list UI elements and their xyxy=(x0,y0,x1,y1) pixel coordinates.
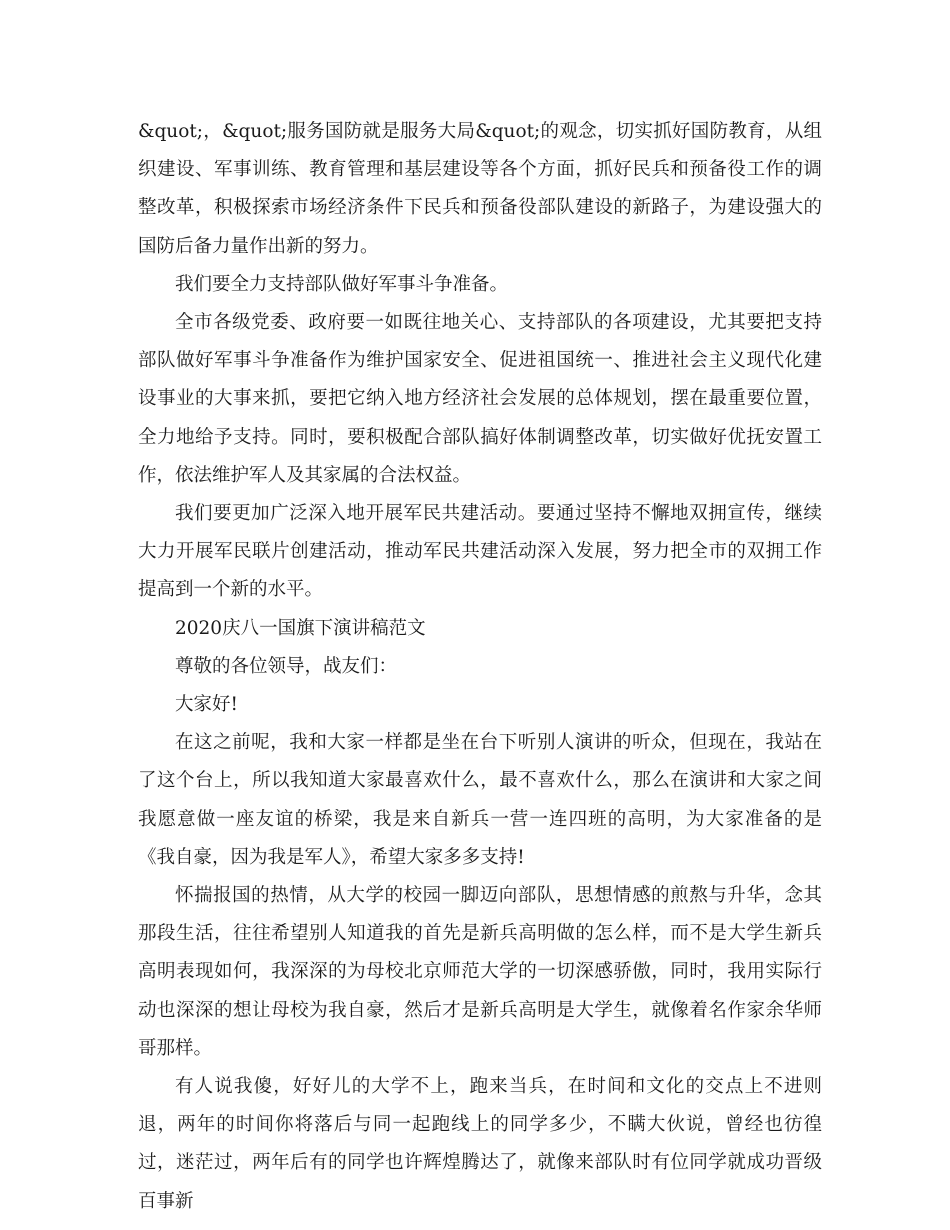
paragraph-doubts: 有人说我傻，好好儿的大学不上，跑来当兵，在时间和文化的交点上不进则退，两年的时间你将落后与同一起跑线上的同学多少，不瞒大伙说，曾经也彷徨过，迷茫过，两年后有的同学也许辉煌腾达了，就像来部队时有位同学就成功晋级百事新 xyxy=(138,1076,822,1212)
paragraph-joint-building: 我们要更加广泛深入地开展军民共建活动。要通过坚持不懈地双拥宣传，继续大力开展军民联片创建活动，推动军民共建活动深入发展，努力把全市的双拥工作提高到一个新的水平。 xyxy=(138,503,822,601)
paragraph-party-government: 全市各级党委、政府要一如既往地关心、支持部队的各项建设，尤其要把支持部队做好军事斗争准备作为维护国家安全、促进祖国统一、推进社会主义现代化建设事业的大事来抓，要把它纳入地方经济社会发展的总体规划，摆在最重要位置，全力地给予支持。同时，要积极配合部队搞好体制调整改革，切实做好优抚安置工作，依法维护军人及其家属的合法权益。 xyxy=(138,312,822,486)
paragraph-patriotism: 怀揣报国的热情，从大学的校园一脚迈向部队，思想情感的煎熬与升华，念其那段生活，往往希望别人知道我的首先是新兵高明做的怎么样，而不是大学生新兵高明表现如何，我深深的为母校北京师范大学的一切深感骄傲，同时，我用实际行动也深深的想让母校为我自豪，然后才是新兵高明是大学生，就像着名作家余华师哥那样。 xyxy=(138,885,822,1059)
paragraph-introduction: 在这之前呢，我和大家一样都是坐在台下听别人演讲的听众，但现在，我站在了这个台上，所以我知道大家最喜欢什么，最不喜欢什么，那么在演讲和大家之间我愿意做一座友谊的桥梁，我是来自新兵一营一连四班的高明，为大家准备的是《我自豪，因为我是军人》，希望大家多多支持! xyxy=(138,732,822,868)
speech-salutation: 尊敬的各位领导，战友们： xyxy=(175,655,398,677)
speech-title: 2020庆八一国旗下演讲稿范文 xyxy=(175,617,426,639)
paragraph-support-military-prep: 我们要全力支持部队做好军事斗争准备。 xyxy=(175,273,509,295)
paragraph-continuation: &quot;，&quot;服务国防就是服务大局&quot;的观念，切实抓好国防教育，从组织建设、军事训练、教育管理和基层建设等各个方面，抓好民兵和预备役工作的调整改革，积极探索市场经济条件下民兵和预备役部队建设的新路子，为建设强大的国防后备力量作出新的努力。 xyxy=(138,121,822,257)
document-body xyxy=(138,113,822,1221)
speech-greeting: 大家好! xyxy=(175,694,238,716)
